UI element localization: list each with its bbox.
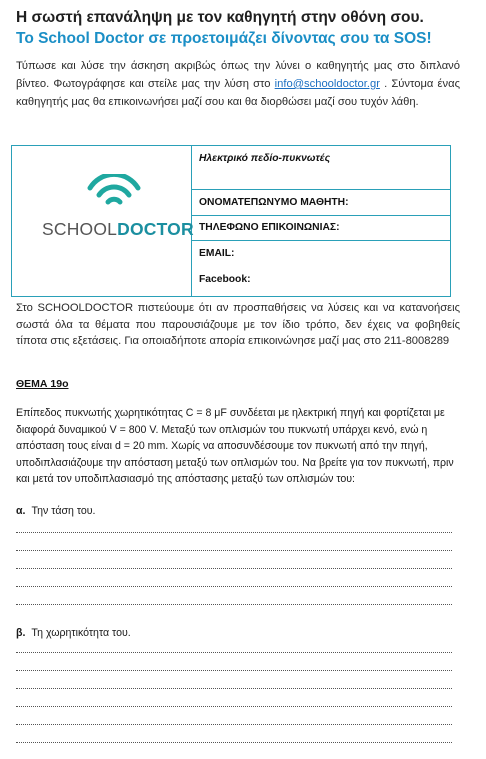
student-info-card [11, 145, 451, 297]
question-b-label: β. [16, 627, 26, 639]
answer-line[interactable] [16, 604, 452, 605]
about-paragraph: Στο SCHOOLDOCTOR πιστεύουμε ότι αν προσπαθήσεις να λύσεις και να κατανοήσεις σωστά όλα τα θέματα που παρουσιάζουμε με τον ίδιο τρόπο, δεν έχεις να φοβηθείς τίποτα στις εξετάσεις. Για οποιαδήποτε απορία επικοινώνησε μαζί μας στο 211-8008289 [16, 302, 460, 347]
student-name-field[interactable]: ΟΝΟΜΑΤΕΠΩΝΥΜΟ ΜΑΘΗΤΗ: [192, 190, 450, 216]
phone-field[interactable]: ΤΗΛΕΦΩΝΟ ΕΠΙΚΟΙΝΩΝΙΑΣ: [192, 216, 450, 241]
header-subtitle: Το School Doctor σε προετοιμάζει δίνοντας σου τα SOS! [16, 30, 432, 47]
answer-line[interactable] [16, 586, 452, 587]
answer-line[interactable] [16, 550, 452, 551]
intro-text-after: . Σύντομα ένας καθηγητής μας θα επικοινωνήσει μαζί σου και θα διορθώσει μαζί σου τυχόν λάθη. [16, 78, 460, 108]
intro-paragraph [16, 57, 460, 111]
theme-heading: ΘΕΜΑ 19ο [16, 378, 69, 390]
schooldoctor-logo [42, 219, 194, 240]
wifi-signal-icon [86, 174, 142, 208]
answer-line[interactable] [16, 532, 452, 533]
logo-doctor-text: DOCTOR [117, 219, 194, 239]
answer-line[interactable] [16, 670, 452, 671]
answer-line[interactable] [16, 568, 452, 569]
facebook-field[interactable]: Facebook: [199, 274, 251, 285]
question-a-text: Την τάση του. [31, 505, 96, 517]
question-a-label: α. [16, 505, 26, 517]
logo-school-text: SCHOOL [42, 219, 118, 239]
answer-line[interactable] [16, 688, 452, 689]
header-title: Η σωστή επανάληψη με τον καθηγητή στην οθόνη σου. [16, 9, 424, 26]
answer-line[interactable] [16, 724, 452, 725]
email-field[interactable]: EMAIL: [199, 248, 235, 259]
answer-line[interactable] [16, 706, 452, 707]
question-b [16, 627, 131, 639]
answer-line[interactable] [16, 742, 452, 743]
intro-text-before: Τύπωσε και λύσε την άσκηση ακριβώς όπως την λύνει ο καθηγητής μας στο διπλανό βίντεο. Φωτογράφησε και στείλε μας την λύση στο [16, 60, 460, 90]
question-b-text: Τη χωρητικότητα του. [31, 627, 131, 639]
problem-statement: Επίπεδος πυκνωτής χωρητικότητας C = 8 μF συνδέεται με ηλεκτρική πηγή και φορτίζεται με διαφορά δυναμικού V = 800 V. Μεταξύ των οπλισμών του πυκνωτή υπάρχει κενό, ενώ η απόσταση τους είναι d = 20 mm. Χωρίς να αποσυνδέσουμε τον πυκνωτή από την πηγή, υποδιπλασιάζουμε την απόσταση μεταξύ των οπλισμών του. Να βρείτε για τον πυκνωτή, πριν και μετά τον υποδιπλασιασμό της απόστασης μεταξύ των οπλισμών του: [16, 407, 454, 485]
answer-line[interactable] [16, 652, 452, 653]
subject-field: Ηλεκτρικό πεδίο-πυκνωτές [192, 148, 450, 190]
question-a [16, 505, 96, 517]
email-link[interactable]: info@schooldoctor.gr [274, 78, 380, 90]
logo-cell [12, 146, 192, 296]
